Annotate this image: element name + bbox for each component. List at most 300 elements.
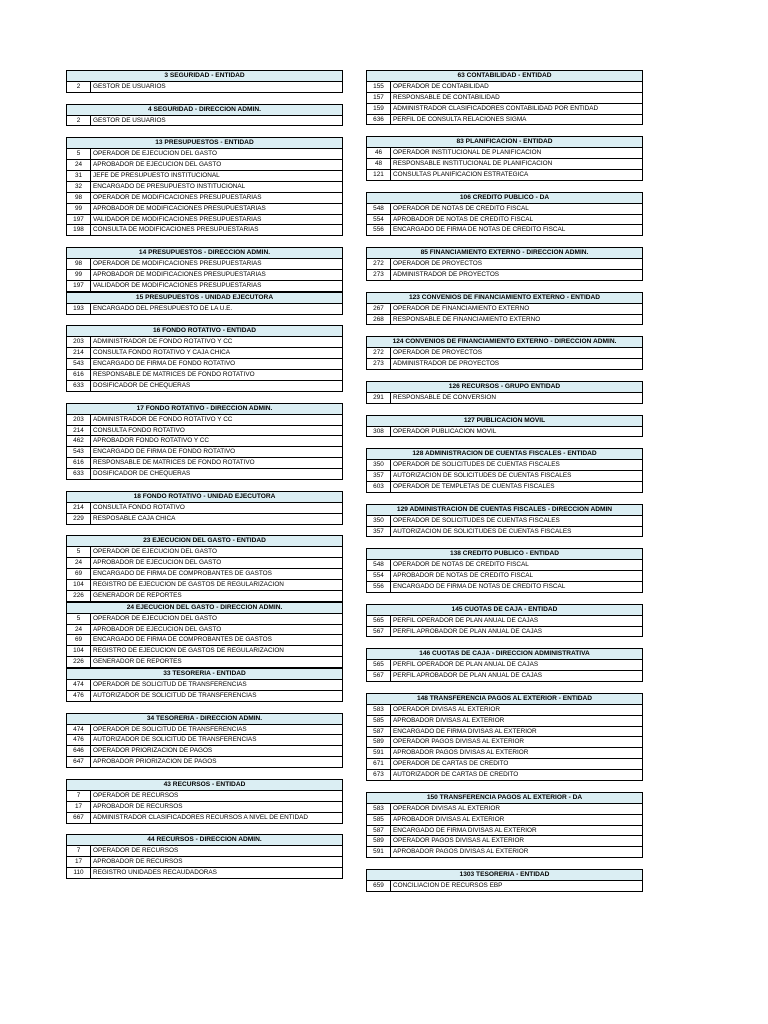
role-group-table	[66, 325, 343, 391]
role-code: 671	[367, 759, 391, 769]
role-code: 633	[67, 381, 91, 391]
table-row	[367, 315, 642, 326]
table-row	[367, 582, 642, 593]
role-group-table	[66, 535, 343, 601]
group-title: 33 TESORERIA - ENTIDAD	[67, 669, 342, 680]
role-description: OPERADOR DE EJECUCION DEL GASTO	[93, 614, 217, 622]
role-code: 157	[367, 93, 391, 103]
role-description: OPERADOR DE NOTAS DE CREDITO FISCAL	[393, 561, 529, 569]
role-description: OPERADOR DE FINANCIAMIENTO EXTERNO	[393, 304, 530, 312]
table-row	[67, 215, 342, 226]
role-description: ENCARGADO DE FIRMA DE FONDO ROTATIVO	[93, 360, 236, 368]
role-description: OPERADOR DIVISAS AL EXTERIOR	[393, 705, 501, 713]
role-description: APROBADOR PAGOS DIVISAS AL EXTERIOR	[393, 749, 529, 757]
role-group-table	[66, 491, 343, 525]
role-code: 267	[367, 304, 391, 314]
group-title: 148 TRANSFERENCIA PAGOS AL EXTERIOR - ENTIDAD	[367, 694, 642, 705]
group-title: 15 PRESUPUESTOS - UNIDAD EJECUTORA	[67, 293, 342, 304]
role-description: CONSULTAS PLANIFICACION ESTRATEGICA	[393, 171, 529, 179]
role-description: OPERADOR PAGOS DIVISAS AL EXTERIOR	[393, 837, 525, 845]
table-row	[67, 802, 342, 813]
role-description: APROBADOR DE RECURSOS	[93, 858, 183, 866]
role-code: 203	[67, 415, 91, 425]
role-group-table	[366, 869, 643, 892]
role-code: 462	[67, 436, 91, 446]
table-row	[367, 259, 642, 270]
role-group-table	[66, 602, 343, 668]
group-title: 124 CONVENIOS DE FINANCIAMIENTO EXTERNO - DIRECCION ADMIN.	[367, 337, 642, 348]
role-code: 193	[67, 304, 91, 314]
role-code: 2	[67, 82, 91, 92]
table-row	[367, 204, 642, 215]
table-row	[67, 569, 342, 580]
role-description: ENCARGADO DE FIRMA DE NOTAS DE CREDITO FISCAL	[393, 226, 566, 234]
group-title: 14 PRESUPUESTOS - DIRECCION ADMIN.	[67, 248, 342, 259]
role-description: APROBADOR FONDO ROTATIVO Y CC	[93, 437, 209, 445]
role-description: OPERADOR INSTITUCIONAL DE PLANIFICACION	[393, 149, 542, 157]
role-code: 24	[67, 558, 91, 568]
table-row	[67, 757, 342, 768]
role-code: 104	[67, 580, 91, 590]
table-row	[367, 616, 642, 627]
table-row	[67, 580, 342, 591]
role-description: APROBADOR PRIORIZACION DE PAGOS	[93, 758, 217, 766]
role-group-table	[366, 192, 643, 237]
table-row	[367, 159, 642, 170]
table-row	[367, 225, 642, 236]
table-row	[67, 813, 342, 824]
group-title: 23 EJECUCION DEL GASTO - ENTIDAD	[67, 536, 342, 547]
role-code: 633	[67, 469, 91, 479]
role-group-table	[366, 548, 643, 593]
role-group-table	[366, 70, 643, 125]
table-row	[67, 635, 342, 646]
role-code: 104	[67, 646, 91, 656]
role-description: PERFIL DE CONSULTA RELACIONES SIGMA	[393, 115, 527, 123]
role-description: REGISTRO UNIDADES RECAUDADORAS	[93, 869, 217, 877]
table-row	[67, 625, 342, 636]
table-row	[67, 259, 342, 270]
role-description: RESPONSABLE INSTITUCIONAL DE PLANIFICACION	[393, 160, 553, 168]
group-title: 128 ADMINISTRACION DE CUENTAS FISCALES - ENTIDAD	[367, 449, 642, 460]
table-row	[67, 270, 342, 281]
role-description: GESTOR DE USUARIOS	[93, 116, 166, 124]
role-description: ENCARGADO DE FIRMA DIVISAS AL EXTERIOR	[393, 727, 537, 735]
role-code: 17	[67, 857, 91, 867]
table-row	[67, 436, 342, 447]
table-row	[367, 826, 642, 837]
role-code: 99	[67, 270, 91, 280]
role-description: OPERADOR DE PROYECTOS	[393, 260, 483, 268]
table-row	[367, 393, 642, 404]
table-row	[367, 727, 642, 738]
role-code: 7	[67, 846, 91, 856]
table-row	[367, 93, 642, 104]
group-title: 63 CONTABILIDAD - ENTIDAD	[367, 71, 642, 82]
role-code: 583	[367, 705, 391, 715]
role-code: 589	[367, 836, 391, 846]
role-code: 197	[67, 215, 91, 225]
role-code: 155	[367, 82, 391, 92]
table-row	[367, 560, 642, 571]
role-description: APROBADOR PAGOS DIVISAS AL EXTERIOR	[393, 848, 529, 856]
role-code: 543	[67, 447, 91, 457]
role-code: 226	[67, 657, 91, 667]
table-row	[67, 149, 342, 160]
role-code: 585	[367, 716, 391, 726]
role-code: 587	[367, 727, 391, 737]
role-description: JEFE DE PRESUPUESTO INSTITUCIONAL	[93, 172, 220, 180]
table-row	[67, 204, 342, 215]
table-row	[67, 558, 342, 569]
group-title: 127 PUBLICACION MOVIL	[367, 416, 642, 427]
role-description: VALIDADOR DE MODIFICACIONES PRESUPUESTARIAS	[93, 215, 262, 223]
role-description: DOSIFICADOR DE CHEQUERAS	[93, 381, 191, 389]
role-description: CONSULTA FONDO ROTATIVO	[93, 426, 185, 434]
role-description: RESPONSABLE DE FINANCIAMIENTO EXTERNO	[393, 315, 541, 323]
group-title: 83 PLANIFICACION - ENTIDAD	[367, 137, 642, 148]
role-group-table	[366, 336, 643, 370]
role-group-table	[66, 292, 343, 315]
role-code: 226	[67, 591, 91, 601]
role-code: 214	[67, 503, 91, 513]
role-description: OPERADOR PAGOS DIVISAS AL EXTERIOR	[393, 738, 525, 746]
role-description: REGISTRO DE EJECUCION DE GASTOS DE REGULARIZACION	[93, 647, 284, 655]
role-code: 636	[367, 115, 391, 125]
role-description: PERFIL OPERADOR DE PLAN ANUAL DE CAJAS	[393, 616, 539, 624]
role-code: 24	[67, 160, 91, 170]
role-code: 159	[367, 104, 391, 114]
role-description: OPERADOR DE CARTAS DE CREDITO	[393, 760, 509, 768]
role-description: RESPONSABLE DE MATRICES DE FONDO ROTATIVO	[93, 371, 255, 379]
role-description: OPERADOR DE SOLICITUD DE TRANSFERENCIAS	[93, 725, 247, 733]
role-code: 203	[67, 337, 91, 347]
group-title: 85 FINANCIAMIENTO EXTERNO - DIRECCION ADMIN.	[367, 248, 642, 259]
table-row	[67, 116, 342, 127]
table-row	[367, 571, 642, 582]
group-title: 43 RECURSOS - ENTIDAD	[67, 780, 342, 791]
table-row	[67, 646, 342, 657]
table-row	[67, 680, 342, 691]
role-description: APROBADOR DE EJECUCION DEL GASTO	[93, 559, 222, 567]
group-title: 17 FONDO ROTATIVO - DIRECCION ADMIN.	[67, 404, 342, 415]
table-row	[67, 304, 342, 315]
table-row	[367, 671, 642, 682]
role-group-table	[366, 792, 643, 858]
role-description: APROBADOR DE EJECUCION DEL GASTO	[93, 161, 222, 169]
role-description: APROBADOR DE NOTAS DE CREDITO FISCAL	[393, 215, 534, 223]
role-description: RESPONSABLE DE CONTABILIDAD	[393, 93, 500, 101]
table-row	[67, 415, 342, 426]
role-code: 567	[367, 671, 391, 681]
role-code: 603	[367, 482, 391, 492]
table-row	[367, 359, 642, 370]
table-row	[367, 427, 642, 438]
role-code: 98	[67, 259, 91, 269]
role-description: ENCARGADO DE PRESUPUESTO INSTITUCIONAL	[93, 182, 246, 190]
role-code: 476	[67, 735, 91, 745]
group-title: 1303 TESORERIA - ENTIDAD	[367, 870, 642, 881]
role-description: APROBADOR DE EJECUCION DEL GASTO	[93, 625, 222, 633]
role-description: ENCARGADO DE FIRMA DE COMPROBANTES DE GASTOS	[93, 636, 272, 644]
role-code: 583	[367, 804, 391, 814]
role-code: 591	[367, 847, 391, 857]
role-code: 5	[67, 547, 91, 557]
role-description: PERFIL APROBADOR DE PLAN ANUAL DE CAJAS	[393, 672, 543, 680]
role-description: ADMINISTRADOR DE PROYECTOS	[393, 271, 500, 279]
role-code: 659	[367, 881, 391, 891]
role-description: PERFIL OPERADOR DE PLAN ANUAL DE CAJAS	[393, 661, 539, 669]
table-row	[67, 691, 342, 702]
role-code: 5	[67, 149, 91, 159]
role-code: 24	[67, 625, 91, 635]
group-title: 129 ADMINISTRACION DE CUENTAS FISCALES - DIRECCION ADMIN	[367, 505, 642, 516]
role-description: OPERADOR DE SOLICITUDES DE CUENTAS FISCALES	[393, 516, 560, 524]
left-column	[66, 70, 343, 890]
group-title: 4 SEGURIDAD - DIRECCION ADMIN.	[67, 105, 342, 116]
role-code: 273	[367, 270, 391, 280]
role-code: 556	[367, 582, 391, 592]
role-code: 214	[67, 426, 91, 436]
role-code: 32	[67, 182, 91, 192]
role-group-table	[66, 779, 343, 824]
table-row	[67, 359, 342, 370]
role-code: 214	[67, 348, 91, 358]
role-description: RESPONSABLE DE MATRICES DE FONDO ROTATIVO	[93, 459, 255, 467]
role-description: ADMINISTRADOR DE FONDO ROTATIVO Y CC	[93, 415, 233, 423]
role-description: GENERADOR DE REPORTES	[93, 658, 182, 666]
table-row	[367, 716, 642, 727]
role-code: 357	[367, 527, 391, 537]
group-title: 44 RECURSOS - DIRECCION ADMIN.	[67, 835, 342, 846]
table-row	[367, 482, 642, 493]
role-description: OPERADOR DE NOTAS DE CREDITO FISCAL	[393, 204, 529, 212]
role-code: 110	[67, 868, 91, 878]
role-group-table	[66, 70, 343, 93]
role-description: ADMINISTRADOR DE PROYECTOS	[393, 360, 500, 368]
role-description: OPERADOR DE MODIFICACIONES PRESUPUESTARIAS	[93, 260, 262, 268]
role-description: APROBADOR DE MODIFICACIONES PRESUPUESTARIAS	[93, 271, 266, 279]
table-row	[67, 846, 342, 857]
table-row	[367, 527, 642, 538]
role-code: 673	[367, 770, 391, 780]
table-row	[367, 215, 642, 226]
role-description: APROBADOR DE MODIFICACIONES PRESUPUESTARIAS	[93, 204, 266, 212]
role-code: 198	[67, 225, 91, 235]
role-code: 69	[67, 569, 91, 579]
role-description: OPERADOR DE EJECUCION DEL GASTO	[93, 150, 217, 158]
group-title: 16 FONDO ROTATIVO - ENTIDAD	[67, 326, 342, 337]
role-code: 272	[367, 348, 391, 358]
group-title: 146 CUOTAS DE CAJA - DIRECCION ADMINISTRATIVA	[367, 649, 642, 660]
table-row	[367, 148, 642, 159]
group-title: 3 SEGURIDAD - ENTIDAD	[67, 71, 342, 82]
table-row	[367, 705, 642, 716]
role-group-table	[366, 381, 643, 404]
role-group-table	[366, 247, 643, 281]
table-row	[367, 270, 642, 281]
table-row	[367, 516, 642, 527]
role-description: GESTOR DE USUARIOS	[93, 82, 166, 90]
group-title: 145 CUOTAS DE CAJA - ENTIDAD	[367, 605, 642, 616]
role-code: 591	[367, 748, 391, 758]
role-description: GENERADOR DE REPORTES	[93, 591, 182, 599]
table-row	[67, 370, 342, 381]
role-code: 2	[67, 116, 91, 126]
role-description: OPERADOR PRIORIZACION DE PAGOS	[93, 747, 213, 755]
role-description: CONSULTA DE MODIFICACIONES PRESUPUESTARIAS	[93, 226, 259, 234]
role-description: ADMINISTRADOR CLASIFICADORES RECURSOS A NIVEL DE ENTIDAD	[93, 813, 308, 821]
table-row	[67, 171, 342, 182]
role-description: OPERADOR DIVISAS AL EXTERIOR	[393, 804, 501, 812]
role-description: OPERADOR DE SOLICITUDES DE CUENTAS FISCALES	[393, 461, 560, 469]
table-row	[67, 160, 342, 171]
role-code: 31	[67, 171, 91, 181]
role-code: 46	[367, 148, 391, 158]
table-row	[367, 770, 642, 781]
role-code: 556	[367, 225, 391, 235]
table-row	[367, 348, 642, 359]
role-description: ENCARGADO DEL PRESUPUESTO DE LA U.E.	[93, 304, 233, 312]
role-code: 548	[367, 204, 391, 214]
table-row	[367, 170, 642, 181]
role-code: 667	[67, 813, 91, 823]
role-code: 474	[67, 680, 91, 690]
role-group-table	[366, 648, 643, 682]
role-code: 197	[67, 281, 91, 291]
role-code: 554	[367, 215, 391, 225]
table-row	[367, 748, 642, 759]
role-description: OPERADOR DE EJECUCION DEL GASTO	[93, 548, 217, 556]
role-group-table	[366, 448, 643, 493]
role-code: 350	[367, 460, 391, 470]
role-description: APROBADOR DE RECURSOS	[93, 802, 183, 810]
role-description: AUTORIZADOR DE CARTAS DE CREDITO	[393, 771, 519, 779]
table-row	[367, 82, 642, 93]
group-title: 150 TRANSFERENCIA PAGOS AL EXTERIOR - DA	[367, 793, 642, 804]
table-row	[367, 881, 642, 892]
role-code: 98	[67, 193, 91, 203]
role-code: 647	[67, 757, 91, 767]
table-row	[67, 503, 342, 514]
role-group-table	[366, 693, 643, 781]
role-code: 121	[367, 170, 391, 180]
role-code: 476	[67, 691, 91, 701]
table-row	[367, 759, 642, 770]
role-description: AUTORIZACION DE SOLICITUDES DE CUENTAS FISCALES	[393, 527, 572, 535]
table-row	[67, 458, 342, 469]
role-code: 474	[67, 725, 91, 735]
role-description: ADMINISTRADOR DE FONDO ROTATIVO Y CC	[93, 338, 233, 346]
role-description: RESPOSABLE CAJA CHICA	[93, 514, 176, 522]
table-row	[67, 868, 342, 879]
role-code: 291	[367, 393, 391, 403]
role-group-table	[66, 403, 343, 480]
role-group-table	[66, 834, 343, 879]
role-description: VALIDADOR DE MODIFICACIONES PRESUPUESTARIAS	[93, 281, 262, 289]
table-row	[367, 804, 642, 815]
role-group-table	[366, 504, 643, 538]
role-code: 273	[367, 359, 391, 369]
right-column	[366, 70, 643, 903]
group-title: 34 TESORERIA - DIRECCION ADMIN.	[67, 714, 342, 725]
role-group-table	[366, 415, 643, 438]
role-group-table	[366, 292, 643, 326]
table-row	[367, 815, 642, 826]
role-code: 616	[67, 370, 91, 380]
role-code: 567	[367, 627, 391, 637]
role-description: OPERADOR DE SOLICITUD DE TRANSFERENCIAS	[93, 680, 247, 688]
role-description: RESPONSABLE DE CONVERSION	[393, 393, 496, 401]
role-description: ENCARGADO DE FIRMA DE COMPROBANTES DE GASTOS	[93, 570, 272, 578]
role-code: 554	[367, 571, 391, 581]
role-description: ENCARGADO DE FIRMA DIVISAS AL EXTERIOR	[393, 826, 537, 834]
table-row	[67, 381, 342, 392]
group-title: 138 CREDITO PUBLICO - ENTIDAD	[367, 549, 642, 560]
role-group-table	[366, 136, 643, 181]
role-description: OPERADOR DE CONTABILIDAD	[393, 82, 489, 90]
table-row	[67, 281, 342, 292]
role-description: APROBADOR DIVISAS AL EXTERIOR	[393, 716, 505, 724]
role-code: 585	[367, 815, 391, 825]
table-row	[367, 836, 642, 847]
role-group-table	[66, 713, 343, 768]
role-code: 548	[367, 560, 391, 570]
role-code: 587	[367, 826, 391, 836]
table-row	[67, 225, 342, 236]
table-row	[367, 460, 642, 471]
table-row	[367, 304, 642, 315]
role-code: 5	[67, 614, 91, 624]
role-description: OPERADOR PUBLICACION MOVIL	[393, 427, 497, 435]
role-code: 646	[67, 746, 91, 756]
group-title: 24 EJECUCION DEL GASTO - DIRECCION ADMIN.	[67, 603, 342, 614]
group-title: 13 PRESUPUESTOS - ENTIDAD	[67, 138, 342, 149]
role-description: PERFIL APROBADOR DE PLAN ANUAL DE CAJAS	[393, 627, 543, 635]
role-description: OPERADOR DE PROYECTOS	[393, 349, 483, 357]
role-code: 17	[67, 802, 91, 812]
role-description: AUTORIZACION DE SOLICITUDES DE CUENTAS FISCALES	[393, 472, 572, 480]
role-code: 48	[367, 159, 391, 169]
group-title: 18 FONDO ROTATIVO - UNIDAD EJECUTORA	[67, 492, 342, 503]
role-description: OPERADOR DE RECURSOS	[93, 791, 179, 799]
role-code: 7	[67, 791, 91, 801]
table-row	[67, 657, 342, 668]
role-description: OPERADOR DE TEMPLETAS DE CUENTAS FISCALES	[393, 482, 555, 490]
table-row	[67, 82, 342, 93]
table-row	[67, 791, 342, 802]
role-code: 357	[367, 471, 391, 481]
group-title: 126 RECURSOS - GRUPO ENTIDAD	[367, 382, 642, 393]
role-description: CONSULTA FONDO ROTATIVO Y CAJA CHICA	[93, 349, 231, 357]
table-row	[67, 746, 342, 757]
table-row	[367, 660, 642, 671]
table-row	[367, 737, 642, 748]
role-code: 350	[367, 516, 391, 526]
table-row	[67, 857, 342, 868]
table-row	[367, 115, 642, 126]
table-row	[67, 426, 342, 437]
role-description: AUTORIZADOR DE SOLICITUD DE TRANSFERENCIAS	[93, 691, 257, 699]
role-group-table	[66, 104, 343, 127]
table-row	[67, 348, 342, 359]
table-row	[67, 514, 342, 525]
role-description: REGISTRO DE EJECUCION DE GASTOS DE REGULARIZACION	[93, 580, 284, 588]
table-row	[367, 104, 642, 115]
group-title: 123 CONVENIOS DE FINANCIAMIENTO EXTERNO - ENTIDAD	[367, 293, 642, 304]
table-row	[367, 627, 642, 638]
role-group-table	[66, 137, 343, 236]
